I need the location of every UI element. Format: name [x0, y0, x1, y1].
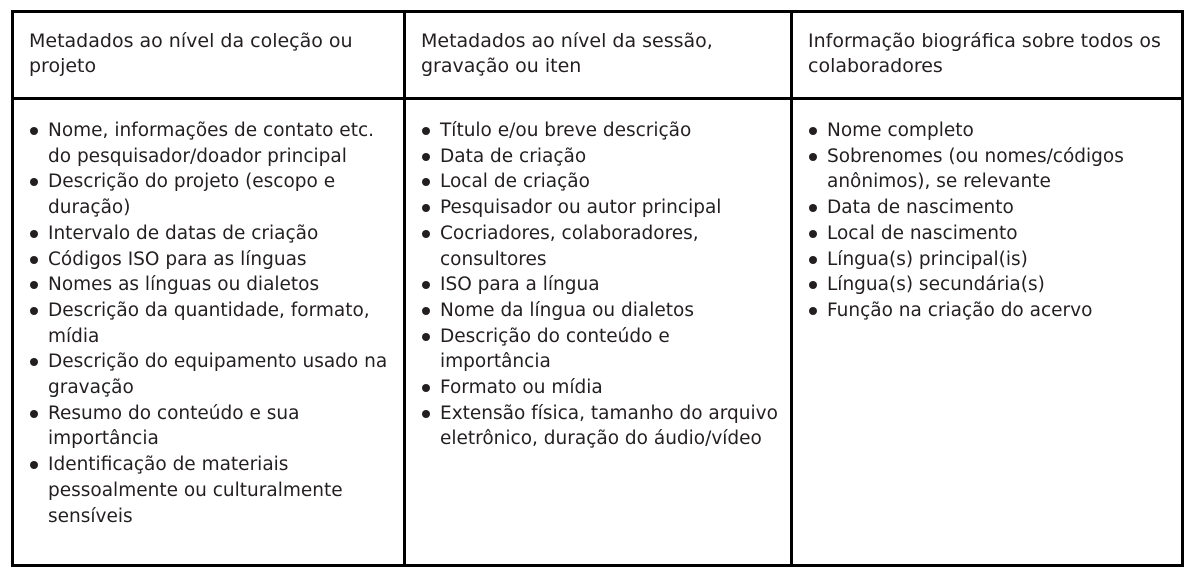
list-item	[29, 221, 393, 247]
list-item	[29, 118, 393, 169]
bullet-icon	[809, 230, 817, 238]
list-item-text: Local de criação	[440, 171, 590, 193]
list-item	[421, 375, 780, 401]
bullet-icon	[422, 153, 430, 161]
bullet-icon	[809, 256, 817, 264]
bullet-icon	[30, 281, 38, 289]
session-item-list	[406, 100, 790, 452]
list-item-text: Língua(s) principal(is)	[827, 248, 1028, 270]
list-item	[29, 452, 393, 529]
list-item	[29, 401, 393, 452]
biographical-item-list	[793, 100, 1181, 324]
list-item-text: Nome completo	[827, 120, 974, 141]
list-item	[421, 221, 780, 272]
list-item-text: Resumo do conteúdo e sua importância	[48, 402, 300, 450]
list-item-text: Data de criação	[440, 145, 587, 167]
list-item-text: Sobrenomes (ou nomes/códigos anônimos), se relevante	[827, 145, 1124, 193]
column-header-collection	[13, 12, 405, 99]
bullet-icon	[30, 307, 38, 315]
column-cell-collection	[13, 99, 405, 566]
list-item-text: Cocriadores, colaboradores, consultores	[440, 222, 699, 270]
list-item	[421, 324, 780, 375]
list-item-text: ISO para a língua	[440, 274, 600, 296]
list-item	[421, 195, 780, 221]
list-item-text: Identificação de materiais pessoalmente ou culturalmente sensíveis	[48, 454, 343, 527]
bullet-icon	[422, 410, 430, 418]
bullet-icon	[422, 333, 430, 341]
bullet-icon	[809, 281, 817, 289]
list-item-text: Códigos ISO para as línguas	[48, 248, 307, 270]
list-item	[29, 169, 393, 220]
bullet-icon	[30, 410, 38, 418]
list-item	[808, 247, 1171, 273]
bullet-icon	[422, 178, 430, 186]
list-item-text: Título e/ou breve descrição	[440, 120, 692, 141]
list-item-text: Descrição do projeto (escopo e duração)	[48, 171, 336, 219]
column-cell-session	[405, 99, 792, 566]
bullet-icon	[30, 358, 38, 366]
list-item-text: Extensão física, tamanho do arquivo eletrônico, duração do áudio/vídeo	[440, 402, 778, 450]
bullet-icon	[422, 384, 430, 392]
bullet-icon	[809, 153, 817, 161]
list-item	[29, 298, 393, 349]
column-header-session	[405, 12, 792, 99]
list-item-text: Descrição do conteúdo e importância	[440, 325, 670, 373]
column-header-session-text: Metadados ao nível da sessão, gravação ou iten	[421, 30, 713, 77]
list-item-text: Data de nascimento	[827, 197, 1014, 219]
bullet-icon	[30, 461, 38, 469]
list-item	[808, 221, 1171, 247]
bullet-icon	[30, 256, 38, 264]
list-item	[421, 298, 780, 324]
list-item	[421, 169, 780, 195]
bullet-icon	[30, 230, 38, 238]
list-item	[421, 118, 780, 144]
collection-item-list	[14, 100, 403, 529]
list-item-text: Intervalo de datas de criação	[48, 222, 319, 244]
list-item-text: Função na criação do acervo	[827, 299, 1093, 321]
list-item	[29, 349, 393, 400]
list-item-text: Pesquisador ou autor principal	[440, 197, 722, 219]
list-item	[421, 144, 780, 170]
list-item	[808, 195, 1171, 221]
list-item	[808, 144, 1171, 195]
list-item	[29, 272, 393, 298]
list-item-text: Formato ou mídia	[440, 377, 603, 399]
bullet-icon	[422, 230, 430, 238]
list-item-text: Descrição da quantidade, formato, mídia	[48, 299, 370, 347]
header-row	[13, 12, 1183, 99]
bullet-icon	[422, 281, 430, 289]
column-header-biographical-text: Informação biográfica sobre todos os colaboradores	[808, 30, 1161, 77]
metadata-table	[11, 10, 1184, 567]
bullet-icon	[30, 178, 38, 186]
bullet-icon	[809, 127, 817, 135]
list-item	[421, 401, 780, 452]
bullet-icon	[422, 307, 430, 315]
column-header-collection-text: Metadados ao nível da coleção ou projeto	[29, 30, 353, 77]
list-item	[808, 272, 1171, 298]
list-item-text: Nome da língua ou dialetos	[440, 299, 694, 321]
list-item-text: Língua(s) secundária(s)	[827, 274, 1045, 296]
list-item-text: Descrição do equipamento usado na gravação	[48, 351, 388, 399]
list-item	[421, 272, 780, 298]
list-item	[808, 118, 1171, 144]
list-item	[808, 298, 1171, 324]
list-item-text: Nomes as línguas ou dialetos	[48, 274, 320, 296]
table-body	[13, 99, 1183, 566]
list-item-text: Nome, informações de contato etc. do pesquisador/doador principal	[48, 120, 374, 167]
bullet-icon	[422, 204, 430, 212]
table-header	[13, 12, 1183, 99]
bullet-icon	[30, 127, 38, 135]
content-row	[13, 99, 1183, 566]
column-cell-biographical	[792, 99, 1183, 566]
bullet-icon	[422, 127, 430, 135]
list-item	[29, 247, 393, 273]
bullet-icon	[809, 307, 817, 315]
list-item-text: Local de nascimento	[827, 222, 1018, 244]
column-header-biographical	[792, 12, 1183, 99]
bullet-icon	[809, 204, 817, 212]
